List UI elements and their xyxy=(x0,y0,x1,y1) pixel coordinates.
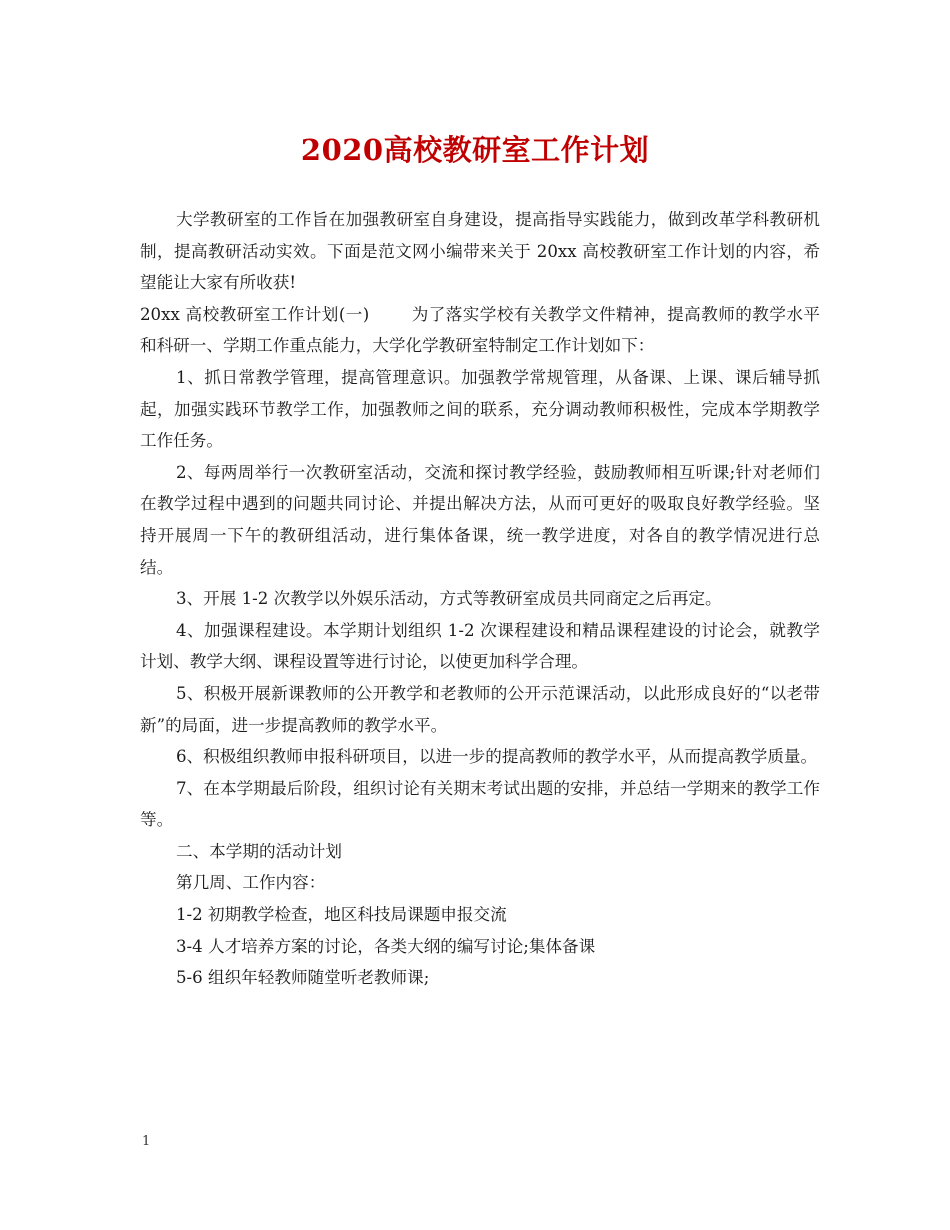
activity-heading: 二、本学期的活动计划 xyxy=(176,841,342,861)
document-title: 2020高校教研室工作计划 xyxy=(300,133,650,167)
schedule-heading: 第几周、工作内容： xyxy=(176,873,326,893)
section-heading: 20xx 高校教研室工作计划(一) xyxy=(140,304,370,324)
section-lead: 为了落实学校有关教学文件精神，提高教师的教学水平和科研一、学期工作重点能力，大学化学教研室特制定工作计划如下： xyxy=(140,304,820,356)
intro-paragraph: 大学教研室的工作旨在加强教研室自身建设，提高指导实践能力，做到改革学科教研机制，提高教研活动实效。下面是范文网小编带来关于 20xx 高校教研室工作计划的内容，希望能让大家有所收获! xyxy=(140,210,820,293)
schedule-row: 1-2 初期教学检查，地区科技局课题申报交流 xyxy=(176,905,507,925)
document-body xyxy=(140,204,820,994)
plan-item: 3、开展 1-2 次教学以外娱乐活动，方式等教研室成员共同商定之后再定。 xyxy=(176,589,722,609)
schedule-row: 5-6 组织年轻教师随堂听老教师课; xyxy=(176,968,430,988)
plan-item: 4、加强课程建设。本学期计划组织 1-2 次课程建设和精品课程建设的讨论会，就教学计划、教学大纲、课程设置等进行讨论，以使更加科学合理。 xyxy=(140,620,820,672)
section-paragraph xyxy=(140,299,820,362)
plan-item: 7、在本学期最后阶段，组织讨论有关期末考试出题的安排，并总结一学期来的教学工作等。 xyxy=(140,778,820,830)
plan-item: 2、每两周举行一次教研室活动，交流和探讨教学经验，鼓励教师相互听课;针对老师们在教学过程中遇到的问题共同讨论、并提出解决方法，从而可更好的吸取良好教学经验。坚持开展周一下午的教研组活动，进行集体备课，统一教学进度，对各自的教学情况进行总结。 xyxy=(140,462,820,577)
page-number: 1 xyxy=(142,1134,151,1149)
plan-item: 6、积极组织教师申报科研项目，以进一步的提高教师的教学水平，从而提高教学质量。 xyxy=(176,747,818,767)
plan-item: 5、积极开展新课教师的公开教学和老教师的公开示范课活动，以此形成良好的“以老带新”的局面，进一步提高教师的教学水平。 xyxy=(140,683,820,735)
schedule-row: 3-4 人才培养方案的讨论，各类大纲的编写讨论;集体备课 xyxy=(176,936,596,956)
plan-item: 1、抓日常教学管理，提高管理意识。加强教学常规管理，从备课、上课、课后辅导抓起，加强实践环节教学工作，加强教师之间的联系，充分调动教师积极性，完成本学期教学工作任务。 xyxy=(140,367,820,451)
